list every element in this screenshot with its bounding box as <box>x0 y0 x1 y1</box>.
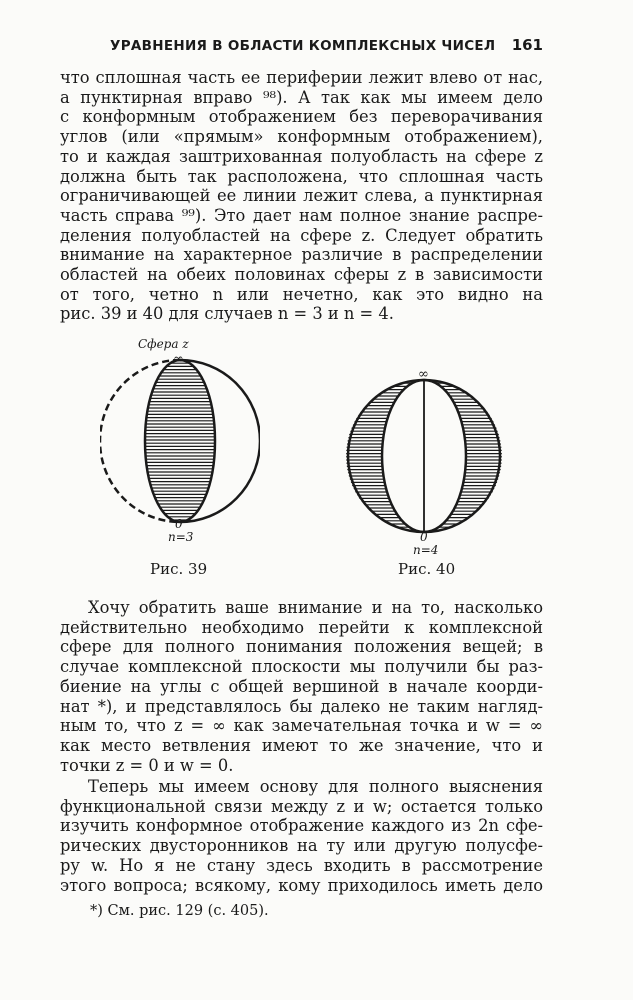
text-line: от того, четно n или нечетно, как это видно на <box>60 284 543 304</box>
running-title: УРАВНЕНИЯ В ОБЛАСТИ КОМПЛЕКСНЫХ ЧИСЕЛ <box>110 38 496 54</box>
text-line: точки z = 0 и w = 0. <box>60 755 234 775</box>
fig40-infinity-label: ∞ <box>418 367 429 382</box>
fig39-caption: Рис. 39 <box>150 560 208 578</box>
fig40-n-label: n=4 <box>413 543 439 557</box>
text-line: как место ветвления имеют то же значение, что и <box>60 735 543 755</box>
text-line: изучить конформное отображение каждого из 2n сфе- <box>60 816 543 836</box>
text-line: а пунктирная вправо ⁹⁸). А так как мы имеем дело <box>60 87 543 107</box>
fig39-sphere-label: Сфера z <box>138 337 189 351</box>
fig40-right-hatching <box>424 380 504 530</box>
text-line: должна быть так расположена, что сплошная часть <box>60 166 543 186</box>
text-line: биение на углы с общей вершиной в начале коорди- <box>60 676 543 696</box>
fig39-zero-label: 0 <box>175 517 183 531</box>
text-line: этого вопроса; всякому, кому приходилось иметь дело <box>60 875 543 895</box>
text-line: с конформным отображением без переворачивания <box>60 107 543 127</box>
text-line: то и каждая заштрихованная полуобласть на сфере z <box>60 146 543 166</box>
text-line: сфере для полного понимания положения вещей; в <box>60 637 543 657</box>
text-line: внимание на характерное различие в распределении <box>60 245 543 265</box>
text-line: ру w. Но я не стану здесь входить в рассмотрение <box>60 855 543 875</box>
figure-39-diagram <box>100 358 260 528</box>
fig40-left-hatching <box>344 380 424 530</box>
text-line: Хочу обратить ваше внимание и на то, насколько <box>88 598 543 617</box>
text-line: рических двусторонников на ту или другую полусфе- <box>60 836 543 856</box>
fig39-infinity-label: ∞ <box>173 352 184 367</box>
text-line: углов (или «прямым» конформным отображением), <box>60 127 543 147</box>
fig39-hatching <box>140 360 220 520</box>
paragraph-3 <box>60 777 543 895</box>
text-line: что сплошная часть ее периферии лежит влево от нас, <box>60 68 543 87</box>
paragraph-1 <box>60 68 543 324</box>
text-line: Теперь мы имеем основу для полного выяснения <box>88 777 543 796</box>
fig40-zero-label: 0 <box>420 530 428 544</box>
text-line: ограничивающей ее линии лежит слева, а пунктирная <box>60 186 543 206</box>
text-line: ным то, что z = ∞ как замечательная точка и w = ∞ <box>60 716 543 736</box>
paragraph-2 <box>60 598 543 775</box>
text-line: рис. 39 и 40 для случаев n = 3 и n = 4. <box>60 304 394 324</box>
text-line: областей на обеих половинах сферы z в зависимости <box>60 265 543 285</box>
text-line: действительно необходимо перейти к комплексной <box>60 617 543 637</box>
fig40-caption: Рис. 40 <box>398 560 456 578</box>
text-line: деления полуобластей на сфере z. Следует обратить <box>60 225 543 245</box>
text-line: часть справа ⁹⁹). Это дает нам полное знание распре- <box>60 205 543 225</box>
text-line: функциональной связи между z и w; остается только <box>60 796 543 816</box>
figure-40-diagram <box>344 378 504 534</box>
footnote: *) См. рис. 129 (с. 405). <box>90 903 269 919</box>
fig39-n-label: n=3 <box>168 530 194 544</box>
page-number: 161 <box>511 36 543 54</box>
text-line: нат *), и представлялось бы далеко не таким нагляд- <box>60 696 543 716</box>
text-line: случае комплексной плоскости мы получили бы раз- <box>60 657 543 677</box>
